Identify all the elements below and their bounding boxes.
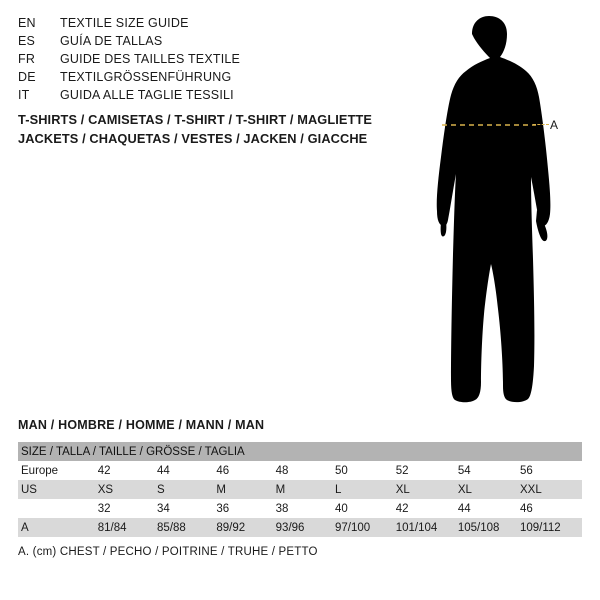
language-text: GUIDE DES TAILLES TEXTILE bbox=[60, 52, 241, 66]
table-cell: 109/112 bbox=[520, 518, 582, 537]
category-jackets: JACKETS / CHAQUETAS / VESTES / JACKEN / GIACCHE bbox=[18, 131, 368, 146]
table-cell: 46 bbox=[216, 461, 275, 480]
table-cell: 54 bbox=[458, 461, 520, 480]
language-text: GUIDA ALLE TAGLIE TESSILI bbox=[60, 88, 234, 102]
language-row bbox=[18, 68, 348, 86]
table-cell: 44 bbox=[458, 499, 520, 518]
table-cell: 46 bbox=[520, 499, 582, 518]
table-row bbox=[18, 461, 582, 480]
table-row bbox=[18, 499, 582, 518]
table-cell: S bbox=[157, 480, 216, 499]
table-cell: 40 bbox=[335, 499, 396, 518]
table-cell: M bbox=[216, 480, 275, 499]
language-text: GUÍA DE TALLAS bbox=[60, 34, 163, 48]
table-cell: XXL bbox=[520, 480, 582, 499]
row-label: A bbox=[18, 518, 98, 537]
table-cell: 32 bbox=[98, 499, 157, 518]
language-row bbox=[18, 14, 348, 32]
table-cell: 42 bbox=[98, 461, 157, 480]
language-code: DE bbox=[18, 70, 36, 84]
table-cell: 105/108 bbox=[458, 518, 520, 537]
table-cell: L bbox=[335, 480, 396, 499]
row-label: Europe bbox=[18, 461, 98, 480]
language-row bbox=[18, 50, 348, 68]
table-cell: 38 bbox=[276, 499, 335, 518]
table-cell: 81/84 bbox=[98, 518, 157, 537]
footnote: A. (cm) CHEST / PECHO / POITRINE / TRUHE / PETTO bbox=[18, 546, 318, 558]
table-header-row bbox=[18, 442, 582, 461]
language-code: FR bbox=[18, 52, 36, 66]
language-list bbox=[18, 14, 348, 104]
language-row bbox=[18, 86, 348, 104]
size-table bbox=[18, 442, 582, 537]
table-cell: 89/92 bbox=[216, 518, 275, 537]
table-cell: XL bbox=[396, 480, 458, 499]
table-cell: 52 bbox=[396, 461, 458, 480]
row-label bbox=[18, 499, 98, 518]
category-headings bbox=[18, 110, 418, 148]
table-cell: 101/104 bbox=[396, 518, 458, 537]
table-cell: 36 bbox=[216, 499, 275, 518]
language-row bbox=[18, 32, 348, 50]
language-code: ES bbox=[18, 34, 36, 48]
table-cell: 56 bbox=[520, 461, 582, 480]
male-silhouette-figure bbox=[400, 14, 590, 404]
table-row bbox=[18, 518, 582, 537]
category-tshirts: T-SHIRTS / CAMISETAS / T-SHIRT / T-SHIRT / MAGLIETTE bbox=[18, 112, 373, 127]
chest-measure-line bbox=[440, 118, 540, 132]
language-code: IT bbox=[18, 88, 30, 102]
language-text: TEXTILGRÖSSENFÜHRUNG bbox=[60, 70, 232, 84]
table-cell: M bbox=[276, 480, 335, 499]
table-cell: XS bbox=[98, 480, 157, 499]
table-cell: 85/88 bbox=[157, 518, 216, 537]
language-text: TEXTILE SIZE GUIDE bbox=[60, 16, 189, 30]
table-cell: XL bbox=[458, 480, 520, 499]
table-cell: 42 bbox=[396, 499, 458, 518]
table-cell: 97/100 bbox=[335, 518, 396, 537]
table-cell: 50 bbox=[335, 461, 396, 480]
table-header-label: SIZE / TALLA / TAILLE / GRÖSSE / TAGLIA bbox=[18, 442, 582, 461]
chest-marker-label: A bbox=[550, 118, 559, 132]
row-label: US bbox=[18, 480, 98, 499]
table-title: MAN / HOMBRE / HOMME / MANN / MAN bbox=[18, 418, 265, 432]
table-cell: 93/96 bbox=[276, 518, 335, 537]
table-cell: 48 bbox=[276, 461, 335, 480]
language-code: EN bbox=[18, 16, 36, 30]
table-row bbox=[18, 480, 582, 499]
table-cell: 34 bbox=[157, 499, 216, 518]
silhouette-icon bbox=[400, 14, 590, 404]
table-cell: 44 bbox=[157, 461, 216, 480]
